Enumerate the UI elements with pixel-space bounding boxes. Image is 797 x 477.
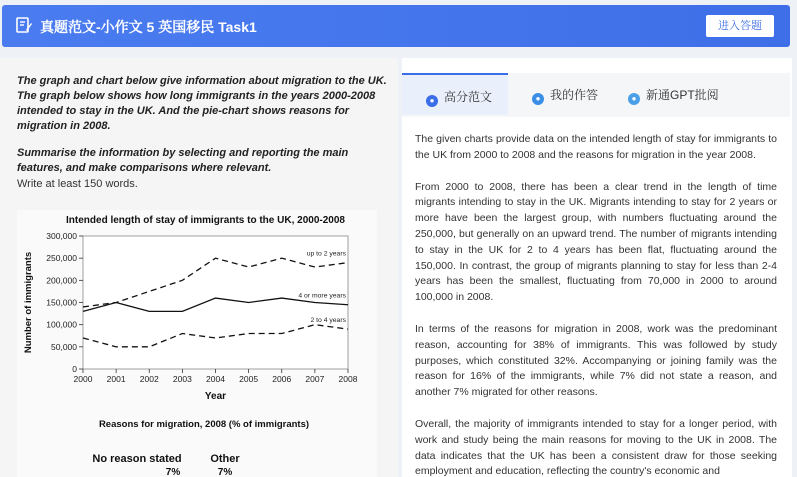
essay-paragraph: In terms of the reasons for migration in 2008, work was the predominant reason, accounting for 38% of immigrants. This was followed by study purposes, which constituted 32%. Accompanying or joining family was the reason for 16% of the immigrants, while 7% did not state a reason, and another 7% migrated for other reasons. xyxy=(415,322,777,399)
task-instruction: Summarise the information by selecting and reporting the main features, and make comparisons where relevant. xyxy=(17,147,349,174)
medal-icon: ● xyxy=(426,95,438,107)
y-tick-label: 0 xyxy=(72,364,77,374)
task-chart-image xyxy=(17,210,377,477)
x-tick-label: 2008 xyxy=(338,374,358,384)
answer-panel xyxy=(402,58,792,477)
enter-answer-button[interactable]: 进入答题 xyxy=(706,15,774,37)
series-label: up to 2 years xyxy=(306,250,346,258)
chart-title: Intended length of stay of immigrants to the UK, 2000-2008 xyxy=(66,215,345,226)
tab-my-answer[interactable] xyxy=(532,73,622,117)
x-axis-label: Year xyxy=(204,391,227,402)
x-tick-label: 2001 xyxy=(106,374,126,384)
y-tick-label: 150,000 xyxy=(46,297,77,308)
line-chart xyxy=(17,210,377,477)
y-tick-label: 300,000 xyxy=(46,231,77,241)
y-tick-label: 100,000 xyxy=(46,319,77,330)
pie-slice-value: 7% xyxy=(165,467,181,477)
page-title: 真题范文-小作文 5 英国移民 Task1 xyxy=(40,19,257,35)
y-axis-label: Number of immigrants xyxy=(23,251,34,354)
series-label: 2 to 4 years xyxy=(310,317,346,325)
x-tick-label: 2006 xyxy=(272,374,292,384)
user-icon: ● xyxy=(532,93,544,105)
essay-paragraph: The given charts provide data on the intended length of stay for immigrants to the UK from 2000 to 2008 and the reasons for migration in the year 2008. xyxy=(415,133,777,161)
word-requirement: Write at least 150 words. xyxy=(17,178,138,190)
pie-title: Reasons for migration, 2008 (% of immigrants) xyxy=(98,419,310,430)
pie-slice-value: 7% xyxy=(217,467,233,477)
task-panel xyxy=(0,58,398,477)
task-description xyxy=(17,74,395,188)
edit-note-icon xyxy=(16,17,32,33)
tab-label: 高分范文 xyxy=(444,90,493,104)
x-tick-label: 2004 xyxy=(206,374,225,384)
model-essay xyxy=(415,132,777,477)
pie-slice-label: No reason stated xyxy=(92,453,182,465)
tab-high-score-essay[interactable] xyxy=(402,73,508,115)
answer-tabs xyxy=(402,73,790,117)
header-bar xyxy=(2,5,790,47)
tab-label: 新通GPT批阅 xyxy=(646,88,719,102)
x-tick-label: 2005 xyxy=(239,374,259,384)
y-tick-label: 250,000 xyxy=(46,253,77,264)
essay-paragraph: From 2000 to 2008, there has been a clear trend in the length of time migrants intending to stay in the UK. Migrants intending to stay for 2 years or more have been the largest group, with numbers fluctuating around the 250,000, but generally on an upward trend. The number of migrants intending to stay in the UK for 2 to 4 years has been flat, fluctuating around the 150,000. In contrast, the group of migrants planning to stay for less than 2-4 years has been the smallest, fluctuating from 70,000 in 2000 to around 100,000 in 2008. xyxy=(415,180,777,304)
pie-slice-label: Other xyxy=(210,453,240,465)
x-tick-label: 2007 xyxy=(305,374,325,384)
x-tick-label: 2000 xyxy=(73,374,93,384)
gpt-icon: ● xyxy=(628,93,640,105)
y-tick-label: 200,000 xyxy=(46,275,77,286)
series-label: 4 or more years xyxy=(298,292,346,300)
task-prompt: The graph and chart below give information about migration to the UK. The graph below shows how long immigrants in the years 2000-2008 intended to stay in the UK. And the pie-chart shows reasons for migration in 2008. xyxy=(17,75,387,132)
x-tick-label: 2002 xyxy=(139,374,159,384)
tab-gpt-review[interactable] xyxy=(628,73,738,117)
y-tick-label: 50,000 xyxy=(51,341,77,352)
essay-paragraph: Overall, the majority of immigrants intended to stay for a longer period, with work and study being the main reasons for moving to the UK in 2008. The data indicates that the UK has been a consistent draw for those seeking employment and education, reflecting the country's economic and xyxy=(415,417,777,477)
x-tick-label: 2003 xyxy=(172,374,192,384)
tab-label: 我的作答 xyxy=(550,88,599,102)
